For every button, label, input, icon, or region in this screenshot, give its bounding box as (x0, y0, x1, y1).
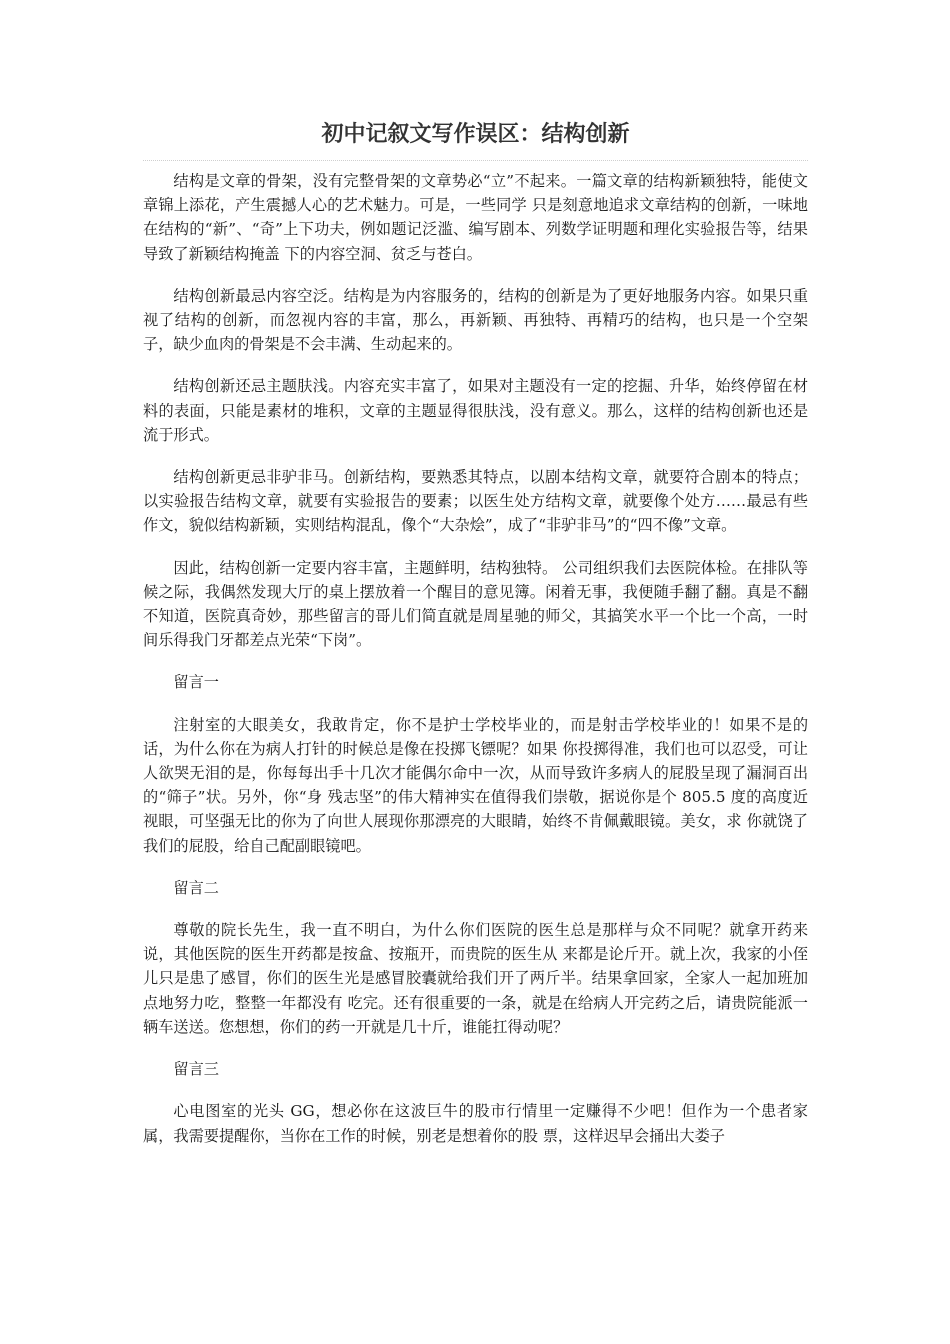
document-page (143, 118, 808, 1166)
paragraph-theme: 结构创新还忌主题肤浅。内容充实丰富了，如果对主题没有一定的挖掘、升华，始终停留在材料的表面，只能是素材的堆积，文章的主题显得很肤浅，没有意义。那么，这样的结构创新也还是流于形式。 (143, 377, 808, 444)
paragraph-conclusion: 因此，结构创新一定要内容丰富，主题鲜明，结构独特。 公司组织我们去医院体检。在排队等候之际，我偶然发现大厅的桌上摆放着一个醒目的意见簿。闲着无事，我便随手翻了翻。真是不翻不知道，医院真奇妙，那些留言的哥儿们简直就是周星驰的师父，其搞笑水平一个比一个高，一时间乐得我门牙都差点光荣“下岗”。 (143, 558, 808, 650)
message-three-text: 心电图室的光头 GG，想必你在这波巨牛的股市行情里一定赚得不少吧！但作为一个患者家属，我需要提醒你，当你在工作的时候，别老是想着你的股 票，这样迟早会捅出大娄子 (143, 1102, 808, 1145)
paragraph-intro: 结构是文章的骨架，没有完整骨架的文章势必“立”不起来。一篇文章的结构新颖独特，能使文章锦上添花，产生震撼人心的艺术魅力。可是，一些同学 只是刻意地追求文章结构的创新，一味地在结构的“新”、“奇”上下功夫，例如题记泛滥、编写剧本、列数学证明题和理化实验报告等，结果导致了新颖结构掩盖 下的内容空洞、贫乏与苍白。 (143, 172, 808, 263)
paragraph-form: 结构创新更忌非驴非马。创新结构，要熟悉其特点，以剧本结构文章，就要符合剧本的特点；以实验报告结构文章，就要有实验报告的要素；以医生处方结构文章，就要像个处方……最忌有些作文，貌似结构新颖，实则结构混乱，像个“大杂烩”，成了“非驴非马”的“四不像”文章。 (143, 468, 808, 535)
document-title: 初中记叙文写作误区：结构创新 (321, 122, 630, 147)
message-three-label: 留言三 (173, 1060, 219, 1079)
message-two-label: 留言二 (173, 878, 219, 897)
title-divider (143, 160, 808, 161)
paragraph-content: 结构创新最忌内容空泛。结构是为内容服务的，结构的创新是为了更好地服务内容。如果只重视了结构的创新，而忽视内容的丰富，那么，再新颖、再独特、再精巧的结构，也只是一个空架子，缺少血肉的骨架是不会丰满、生动起来的。 (143, 286, 808, 354)
message-one-text: 注射室的大眼美女，我敢肯定，你不是护士学校毕业的，而是射击学校毕业的！如果不是的话，为什么你在为病人打针的时候总是像在投掷飞镖呢？如果 你投掷得准，我们也可以忍受，可让人欲哭无泪的是，你每每出手十几次才能偶尔命中一次，从而导致许多病人的屁股呈现了漏洞百出的“筛子”状。另外，你“身 残志坚”的伟大精神实在值得我们崇敬，据说你是个 805.5 度的高度近视眼，可坚强无比的你为了向世人展现你那漂亮的大眼睛，始终不肯佩戴眼镜。美女，求 你就饶了我们的屁股，给自己配副眼镜吧。 (143, 715, 808, 855)
message-one-label: 留言一 (173, 673, 219, 692)
message-two-text: 尊敬的院长先生，我一直不明白，为什么你们医院的医生总是那样与众不同呢？就拿开药来说，其他医院的医生开药都是按盒、按瓶开，而贵院的医生从 来都是论斤开。就上次，我家的小侄儿只是患了感冒，你们的医生光是感冒胶囊就给我们开了两斤半。结果拿回家，全家人一起加班加点地努力吃，整整一年都没有 吃完。还有很重要的一条，就是在给病人开完药之后，请贵院能派一辆车送送。您想想，你们的药一开就是几十斤，谁能扛得动呢？ (143, 921, 808, 1036)
